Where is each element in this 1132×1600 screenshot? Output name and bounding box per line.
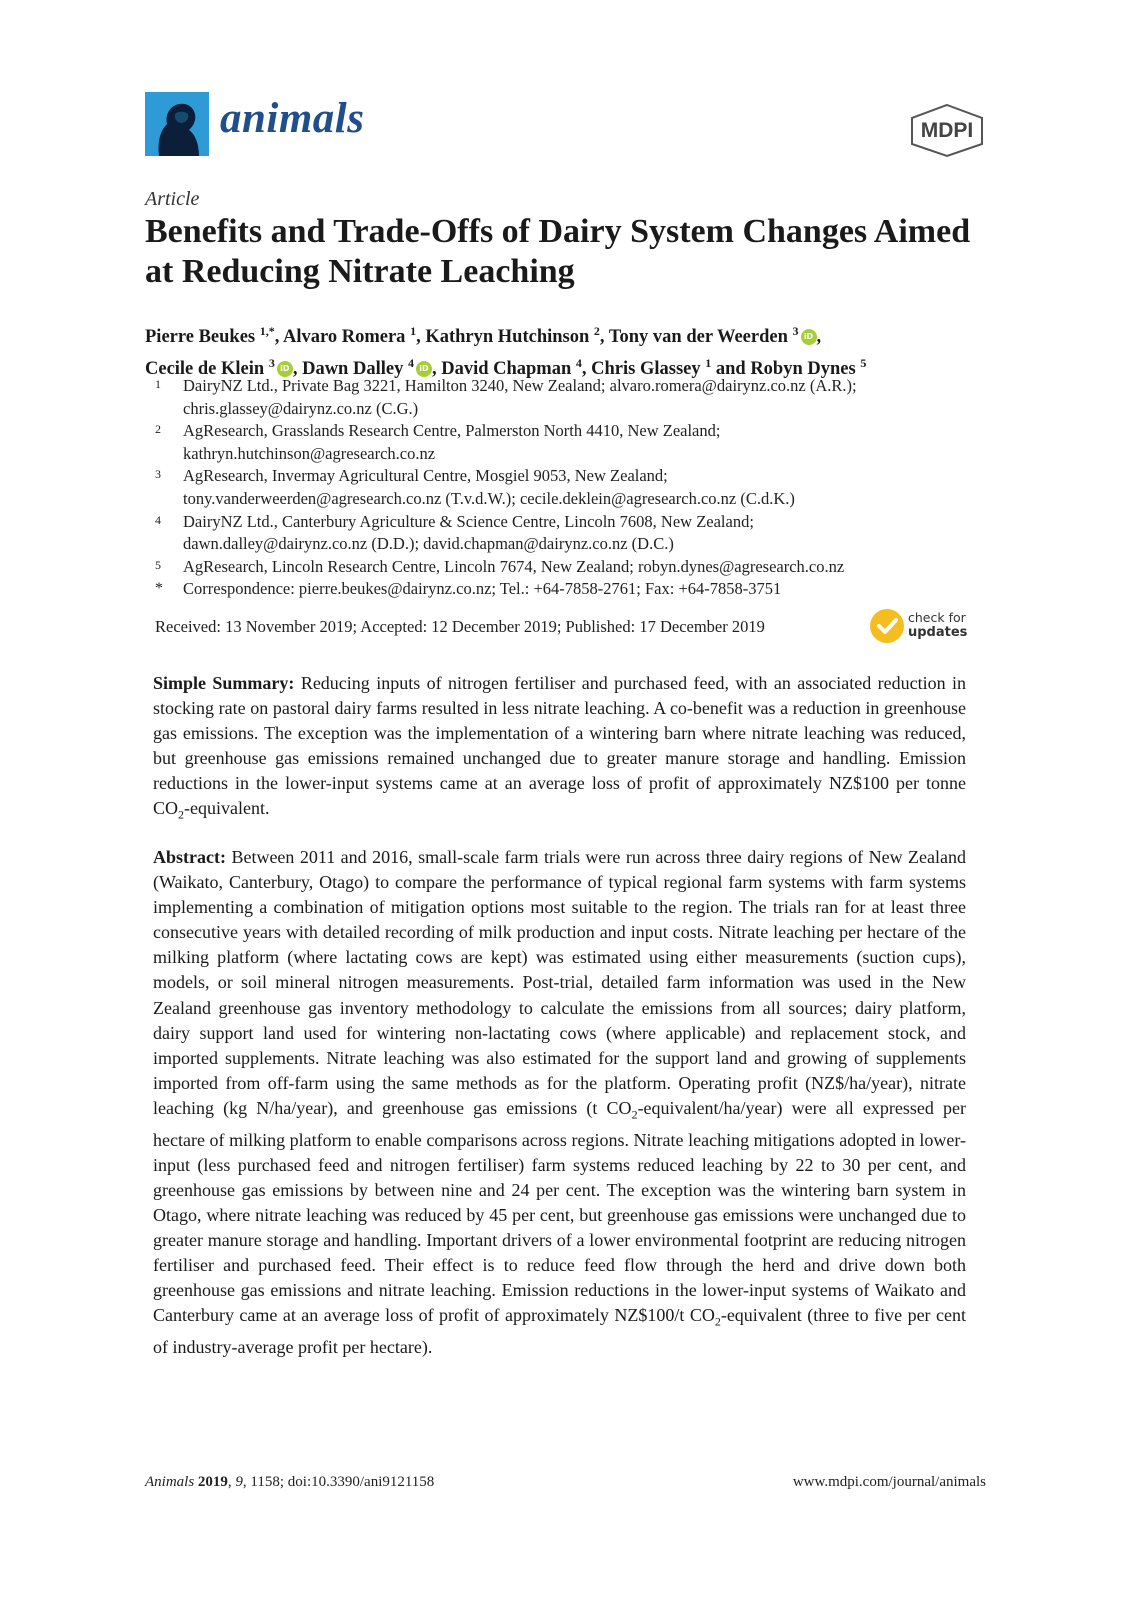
author-affiliation-marker: 4 xyxy=(575,356,582,371)
subscript: 2 xyxy=(178,808,185,823)
affiliation-number: 4 xyxy=(155,512,161,527)
orcid-icon[interactable]: iD xyxy=(416,361,432,377)
affiliation-line: AgResearch, Invermay Agricultural Centre, Mosgiel 9053, New Zealand; xyxy=(183,466,668,486)
author-affiliation-marker: 1 xyxy=(410,324,417,338)
author-affiliation-marker: 1 xyxy=(705,356,712,371)
author-name: Kathryn Hutchinson xyxy=(425,327,590,348)
affiliation-item xyxy=(155,375,985,420)
author-affiliation-marker: 3 xyxy=(792,324,799,338)
author-name: Chris Glassey xyxy=(591,359,701,380)
orcid-icon[interactable]: iD xyxy=(801,329,817,345)
gorilla-icon xyxy=(145,92,209,156)
affiliation-line: chris.glassey@dairynz.co.nz (C.G.) xyxy=(183,398,419,418)
check-for-label: check for xyxy=(908,610,966,625)
footer-year: 2019 xyxy=(197,1474,228,1490)
author-name: Robyn Dynes xyxy=(750,359,856,380)
affiliation-line: AgResearch, Lincoln Research Centre, Lincoln 7674, New Zealand; robyn.dynes@agresearch.co.nz xyxy=(183,556,845,576)
affiliation-line: Correspondence: pierre.beukes@dairynz.co.nz; Tel.: +64-7858-2761; Fax: +64-7858-3751 xyxy=(183,579,782,599)
svg-text:MDPI: MDPI xyxy=(920,119,974,142)
affiliation-line: kathryn.hutchinson@agresearch.co.nz xyxy=(183,443,436,463)
author-separator: , xyxy=(816,327,822,348)
journal-name: animals xyxy=(220,95,365,142)
author-affiliation-marker: 3 xyxy=(268,356,275,371)
author-separator: , xyxy=(292,359,303,380)
simple-summary-text-end: -equivalent. xyxy=(184,798,270,819)
subscript: 2 xyxy=(631,1107,638,1122)
author-name: Cecile de Klein xyxy=(145,359,265,380)
affiliation-number: 2 xyxy=(155,422,161,437)
updates-label: updates xyxy=(908,625,968,640)
checkmark-icon xyxy=(870,609,904,643)
author-list xyxy=(145,318,995,382)
author-affiliation-marker: 2 xyxy=(593,324,600,338)
abstract-label: Abstract: xyxy=(153,847,226,867)
orcid-icon[interactable]: iD xyxy=(277,361,293,377)
abstract-text: -equivalent/ha/year) were all expressed per hectare of milking platform to enable comparisons across regions. Nitrate leaching mitigations adopted in lower-input (less purchased feed and nitrogen fertiliser) farm systems reduced leaching by 22 to 30 per cent, and greenhouse gas emissions by between nine and 24 per cent. The exception was the wintering barn system in Otago, where nitrate leaching was reduced by 45 per cent, but greenhouse gas emissions were unchanged due to greater manure storage and handling. Important drivers of a lower environmental footprint are reducing nitrogen fertiliser and purchased feed. Their effect is to reduce feed flow through the herd and drive down both greenhouse gas emissions and nitrate leaching. Emission reductions in the lower-input systems of Waikato and Canterbury came at an average loss of profit of approximately NZ$100/t CO xyxy=(153,1097,966,1326)
author-separator: and xyxy=(711,359,751,380)
affiliation-number: 1 xyxy=(155,377,161,391)
journal-website-link[interactable]: www.mdpi.com/journal/animals xyxy=(792,1474,986,1490)
footer-doi: , 1158; doi:10.3390/ani9121158 xyxy=(242,1474,435,1490)
publication-dates: Received: 13 November 2019; Accepted: 12 December 2019; Published: 17 December 2019 xyxy=(155,617,765,636)
affiliation-line: dawn.dalley@dairynz.co.nz (D.D.); david.chapman@dairynz.co.nz (D.C.) xyxy=(183,534,674,554)
author-separator: , xyxy=(599,327,609,348)
author-separator: , xyxy=(431,359,442,380)
author-name: Dawn Dalley xyxy=(302,359,404,380)
affiliation-item xyxy=(155,420,985,465)
author-affiliation-marker: 4 xyxy=(407,356,414,371)
simple-summary-text: Reducing inputs of nitrogen fertiliser and purchased feed, with an associated reduction in stocking rate on pastoral dairy farms resulted in less nitrate leaching. A co-benefit was a reduction in greenhouse gas emissions. The exception was the implementation of a wintering barn where nitrate leaching was reduced, but greenhouse gas emissions remained unchanged due to greater manure storage and handling. Emission reductions in the lower-input systems came at an average loss of profit of approximately NZ$100 per tonne CO xyxy=(153,673,966,819)
article-type: Article xyxy=(145,188,200,210)
affiliation-number: 5 xyxy=(155,557,161,572)
affiliation-line: DairyNZ Ltd., Canterbury Agriculture & Science Centre, Lincoln 7608, New Zealand; xyxy=(183,511,754,531)
citation-footer: Animals 2019, 9, 1158; doi:10.3390/ani9121158 xyxy=(145,1474,435,1490)
author-separator: , xyxy=(416,327,426,348)
author-affiliation-marker: 1,* xyxy=(259,324,275,338)
journal-header xyxy=(145,92,987,162)
affiliation-number: * xyxy=(155,580,163,598)
affiliation-item xyxy=(155,465,985,510)
subscript: 2 xyxy=(714,1314,721,1329)
affiliation-line: DairyNZ Ltd., Private Bag 3221, Hamilton 3240, New Zealand; alvaro.romera@dairynz.co.nz (A.R.); xyxy=(183,376,857,395)
author-name: Tony van der Weerden xyxy=(608,327,788,348)
mdpi-logo xyxy=(907,102,987,158)
affiliation-line: tony.vanderweerden@agresearch.co.nz (T.v.d.W.); cecile.deklein@agresearch.co.nz (C.d.K.) xyxy=(183,488,795,508)
affiliation-line: AgResearch, Grasslands Research Centre, Palmerston North 4410, New Zealand; xyxy=(183,421,721,441)
simple-summary-label: Simple Summary: xyxy=(153,673,295,693)
affiliation-item xyxy=(155,578,985,601)
author-separator: , xyxy=(274,327,283,348)
footer-journal: Animals xyxy=(145,1474,195,1490)
affiliation-list xyxy=(155,375,985,601)
abstract-text: -equivalent (three to five per cent of industry-average profit per hectare). xyxy=(153,1305,966,1357)
simple-summary xyxy=(153,671,966,828)
author-name: Pierre Beukes xyxy=(145,327,256,348)
author-affiliation-marker: 5 xyxy=(860,356,867,371)
abstract xyxy=(153,845,966,1360)
affiliation-number: 3 xyxy=(155,467,161,482)
check-for-updates-button[interactable] xyxy=(870,609,990,645)
affiliation-item xyxy=(155,556,985,579)
author-name: Alvaro Romera xyxy=(282,327,406,348)
affiliation-item xyxy=(155,511,985,556)
paper-title: Benefits and Trade-Offs of Dairy System Changes Aimed at Reducing Nitrate Leaching xyxy=(145,213,971,290)
abstract-text: Between 2011 and 2016, small-scale farm trials were run across three dairy regions of New Zealand (Waikato, Canterbury, Otago) to compare the performance of typical regional farm systems with farm systems implementing a combination of mitigation options most suitable to the region. The trials ran for at least three consecutive years with detailed recording of milk production and input costs. Nitrate leaching per hectare of the milking platform (where lactating cows are kept) was estimated using either measurements (suction cups), models, or soil mineral nitrogen measurements. Post-trial, detailed farm information was used in the New Zealand greenhouse gas inventory methodology to calculate the emissions from all sources; dairy platform, dairy support land used for wintering non-lactating cows (where applicable) and replacement stock, and imported supplements. Nitrate leaching was also estimated for the support land and growing of supplements imported from off-farm using the same methods as for the platform. Operating profit (NZ$/ha/year), nitrate leaching (kg N/ha/year), and greenhouse gas emissions (t CO xyxy=(153,847,966,1118)
author-name: David Chapman xyxy=(441,359,572,380)
footer-volume: 9 xyxy=(235,1474,243,1490)
author-separator: , xyxy=(581,359,592,380)
